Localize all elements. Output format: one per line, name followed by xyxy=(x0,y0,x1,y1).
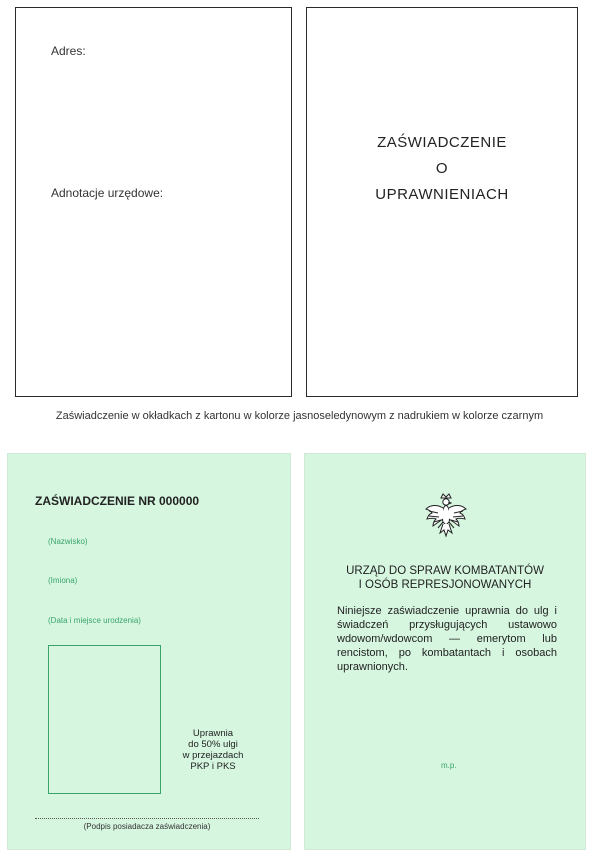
cover-title xyxy=(307,130,577,208)
discount-line-4: PKP i PKS xyxy=(190,761,236,772)
polish-eagle-emblem-icon xyxy=(424,492,468,538)
cover-title-line-3: UPRAWNIENIACH xyxy=(375,186,509,203)
discount-note xyxy=(173,728,253,772)
cover-title-line-2: O xyxy=(435,160,449,177)
inside-cover-panel xyxy=(15,7,292,397)
office-name xyxy=(305,564,585,592)
cover-title-line-1: ZAŚWIADCZENIE xyxy=(377,134,507,151)
official-annotations-label: Adnotacje urzędowe: xyxy=(51,186,164,200)
birth-field-label: (Data i miejsce urodzenia) xyxy=(48,616,141,625)
address-label: Adres: xyxy=(51,44,86,58)
entitlement-text: Niniejsze zaświadczenie uprawnia do ulg i świadczeń przysługujących ustawowo wdowom/wdowcom — emerytom lub rencistom, po kombatantach i osobach uprawnionych. xyxy=(337,605,557,673)
surname-field-label: (Nazwisko) xyxy=(48,537,88,546)
photo-box xyxy=(48,645,161,794)
certificate-title: ZAŚWIADCZENIE NR 000000 xyxy=(35,494,200,508)
discount-line-1: Uprawnia xyxy=(192,728,234,739)
office-name-line-2: I OSÓB REPRESJONOWANYCH xyxy=(358,579,532,591)
signature-line xyxy=(35,818,259,819)
names-field-label: (Imiona) xyxy=(48,576,78,585)
stamp-placeholder: m.p. xyxy=(441,761,457,770)
signature-label: (Podpis posiadacza zaświadczenia) xyxy=(83,822,211,831)
front-cover-panel xyxy=(306,7,578,397)
discount-line-3: w przejazdach xyxy=(182,750,244,761)
certificate-panel xyxy=(7,453,291,850)
discount-line-2: do 50% ulgi xyxy=(188,739,238,750)
office-name-line-1: URZĄD DO SPRAW KOMBATANTÓW xyxy=(346,565,544,577)
caption: Zaświadczenie w okładkach z kartonu w kolorze jasnoseledynowym z nadrukiem w kolorze czarnym xyxy=(55,410,544,422)
office-panel xyxy=(304,453,586,850)
